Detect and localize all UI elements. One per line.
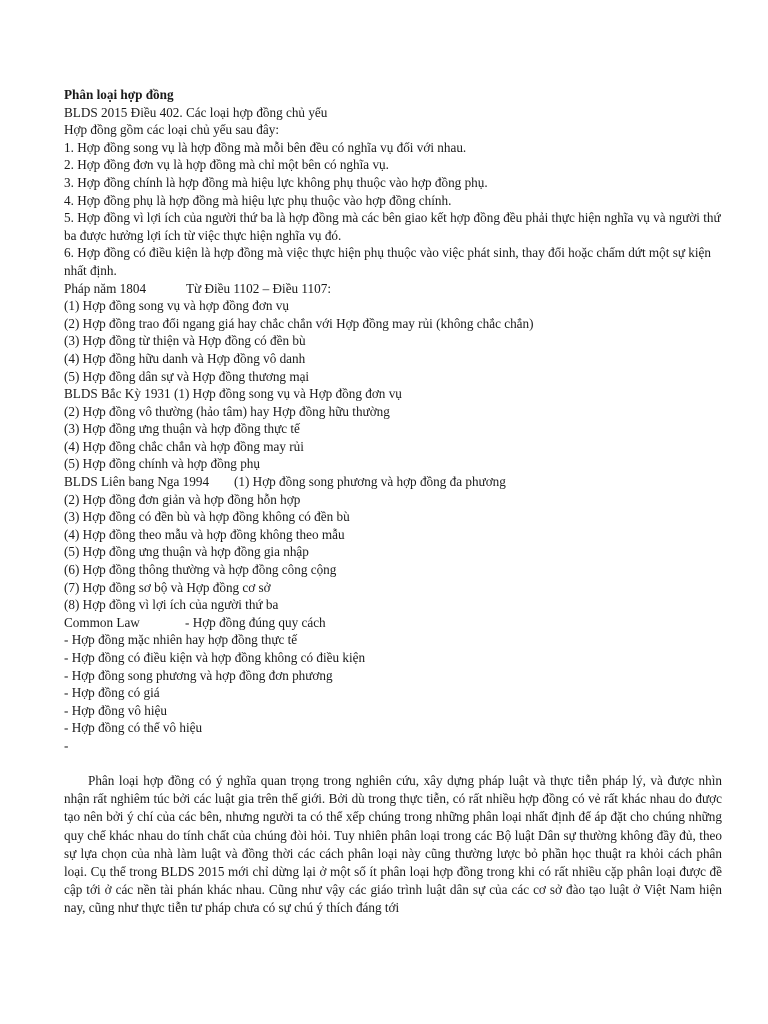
document-body — [64, 86, 724, 755]
list-item: (3) Hợp đồng có đền bù và hợp đồng không có đền bù — [64, 509, 350, 525]
list-item: (4) Hợp đồng theo mẫu và hợp đồng không theo mẫu — [64, 526, 345, 542]
list-item: 6. Hợp đồng có điều kiện là hợp đồng mà việc thực hiện phụ thuộc vào việc phát sinh, thay đổi hoặc chấm dứt một sự kiện nhất định. — [64, 245, 712, 278]
commonlaw-label: Common Law — [64, 614, 140, 630]
list-item: - Hợp đồng có giá — [64, 685, 160, 701]
list-item: 4. Hợp đồng phụ là hợp đồng mà hiệu lực phụ thuộc vào hợp đồng chính. — [64, 192, 452, 208]
phap1804-range: Từ Điều 1102 – Điều 1107: — [186, 280, 331, 296]
list-item: (3) Hợp đồng ưng thuận và hợp đồng thực tế — [64, 421, 300, 437]
list-item: - Hợp đồng có điều kiện và hợp đồng không có điều kiện — [64, 650, 366, 665]
list-item: (4) Hợp đồng chắc chắn và hợp đồng may rủi — [64, 438, 304, 454]
commonlaw-heading — [64, 614, 724, 632]
list-item: (1) Hợp đồng song phương và hợp đồng đa phương — [234, 474, 506, 490]
list-item: - Hợp đồng đúng quy cách — [185, 614, 326, 630]
list-item: - — [64, 737, 69, 753]
list-item: (8) Hợp đồng vì lợi ích của người thứ ba — [64, 597, 279, 613]
list-item: (7) Hợp đồng sơ bộ và Hợp đồng cơ sở — [64, 579, 271, 595]
list-item: - Hợp đồng mặc nhiên hay hợp đồng thực tế — [64, 632, 298, 648]
list-item: (5) Hợp đồng chính và hợp đồng phụ — [64, 456, 260, 472]
list-item: (5) Hợp đồng dân sự và Hợp đồng thương mại — [64, 368, 310, 384]
backy1931-heading — [64, 385, 724, 403]
nga1994-label: BLDS Liên bang Nga 1994 — [64, 474, 210, 490]
phap1804-label: Pháp năm 1804 — [64, 280, 147, 296]
list-item: (1) Hợp đồng song vụ và Hợp đồng đơn vụ — [174, 386, 402, 402]
list-item: - Hợp đồng song phương và hợp đồng đơn phương — [64, 667, 333, 683]
blds2015-intro: Hợp đồng gồm các loại chủ yếu sau đây: — [64, 122, 279, 138]
list-item: 3. Hợp đồng chính là hợp đồng mà hiệu lực không phụ thuộc vào hợp đồng phụ. — [64, 174, 488, 190]
body-paragraph: Phân loại hợp đồng có ý nghĩa quan trọng trong nghiên cứu, xây dựng pháp luật và thực tiễn pháp lý, và được nhìn nhận rất nghiêm túc bởi các luật gia trên thế giới. Bởi dù trong thực tiễn, có rất nhiều hợp đồng có vẻ rất khác nhau do được tạo nên bởi ý chí của các bên, nhưng người ta có thể xếp chúng trong những phân loại nhất định để áp đặt cho chúng những quy chế khác nhau do tính chất của chúng đòi hỏi. Tuy nhiên phân loại trong các Bộ luật Dân sự thường không đầy đủ, theo sự lựa chọn của nhà làm luật và đồng thời các cách phân loại này cũng thường lược bỏ phần học thuật ra khỏi cách phân loại. Cụ thể trong BLDS 2015 mới chỉ dừng lại ở một số ít phân loại hợp đồng trong khi có rất nhiều cặp phân loại được đề cập tới ở các nền tài phán khác nhau. Cũng như vậy các giáo trình luật dân sự của các cơ sở đào tạo luật ở Việt Nam hiện nay, cũng như thực tiễn tư pháp chưa có sự chú ý thích đáng tới — [64, 773, 722, 916]
blds2015-heading: BLDS 2015 Điều 402. Các loại hợp đồng chủ yếu — [64, 104, 328, 120]
phap1804-heading — [64, 280, 724, 298]
list-item: 5. Hợp đồng vì lợi ích của người thứ ba là hợp đồng mà các bên giao kết hợp đồng đều phải thực hiện nghĩa vụ và người thứ ba được hưởng lợi ích từ việc thực hiện nghĩa vụ đó. — [64, 210, 721, 243]
list-item: (4) Hợp đồng hữu danh và Hợp đồng vô danh — [64, 350, 306, 366]
nga1994-heading — [64, 473, 724, 491]
list-item: 1. Hợp đồng song vụ là hợp đồng mà mỗi bên đều có nghĩa vụ đối với nhau. — [64, 139, 467, 155]
list-item: (2) Hợp đồng đơn giản và hợp đồng hỗn hợp — [64, 491, 301, 507]
document-title: Phân loại hợp đồng — [64, 87, 174, 102]
list-item: (1) Hợp đồng song vụ và hợp đồng đơn vụ — [64, 298, 289, 314]
list-item: (6) Hợp đồng thông thường và hợp đồng công cộng — [64, 562, 337, 578]
list-item: (2) Hợp đồng vô thường (hảo tâm) hay Hợp đồng hữu thường — [64, 403, 390, 419]
list-item: 2. Hợp đồng đơn vụ là hợp đồng mà chỉ một bên có nghĩa vụ. — [64, 157, 389, 173]
list-item: (2) Hợp đồng trao đổi ngang giá hay chắc chắn với Hợp đồng may rủi (không chắc chắn) — [64, 315, 534, 331]
list-item: - Hợp đồng có thể vô hiệu — [64, 720, 203, 736]
list-item: - Hợp đồng vô hiệu — [64, 702, 167, 718]
list-item: (3) Hợp đồng từ thiện và Hợp đồng có đền bù — [64, 333, 306, 349]
list-item: (5) Hợp đồng ưng thuận và hợp đồng gia nhập — [64, 544, 309, 560]
backy1931-label: BLDS Bắc Kỳ 1931 — [64, 386, 171, 402]
